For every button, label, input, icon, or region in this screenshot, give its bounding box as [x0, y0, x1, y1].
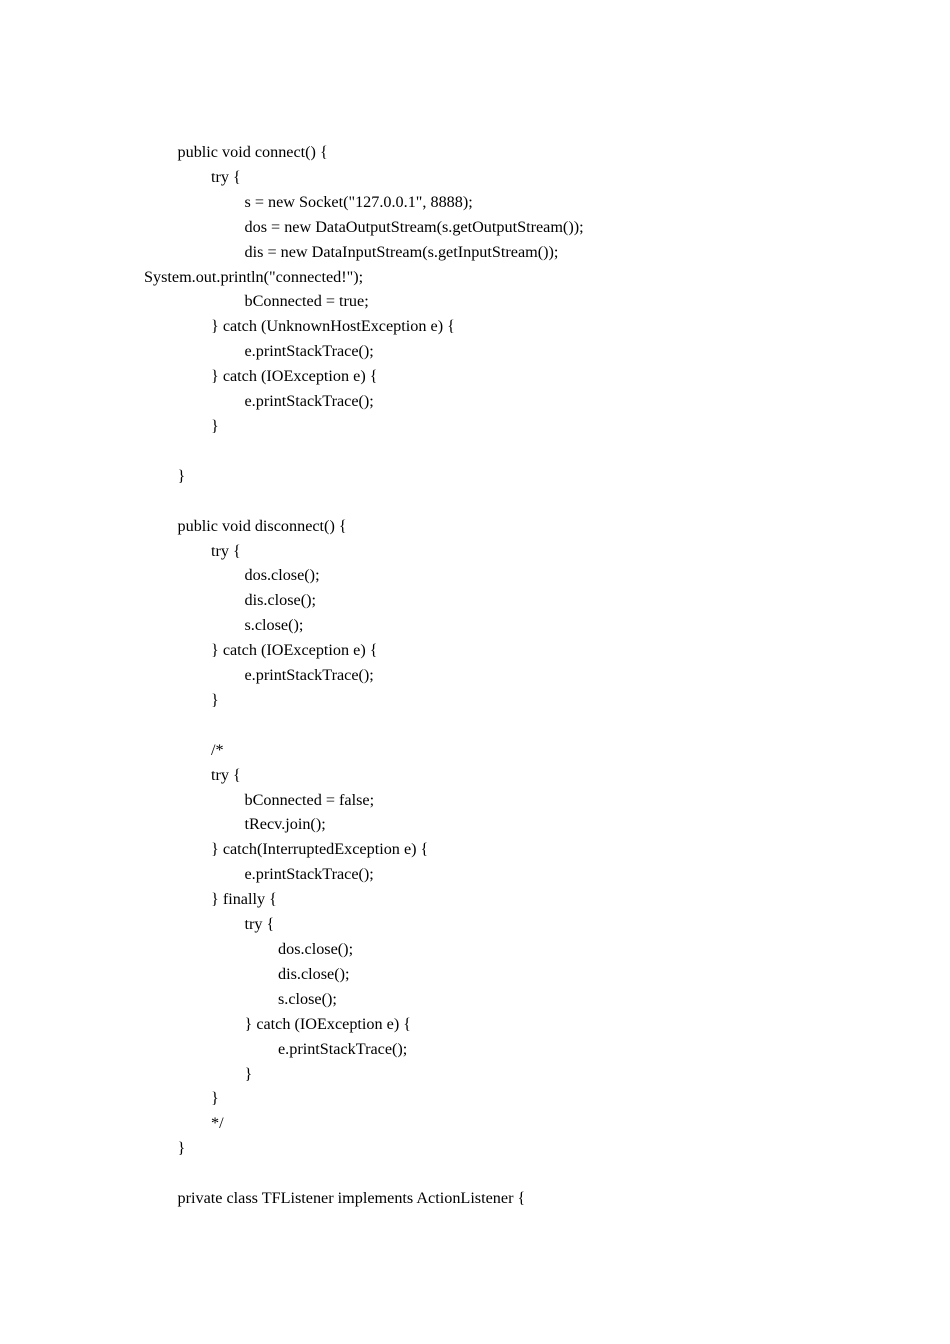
- code-line: } catch(InterruptedException e) {: [211, 840, 429, 859]
- code-line: private class TFListener implements ActionListener {: [177, 1189, 526, 1208]
- code-line: } finally {: [211, 890, 277, 909]
- code-line: public void connect() {: [177, 143, 328, 161]
- blank-line: [0, 489, 950, 514]
- code-line: */: [211, 1114, 224, 1133]
- code-line: } catch (UnknownHostException e) {: [211, 317, 455, 336]
- code-line: dis.close();: [278, 964, 350, 983]
- code-line: e.printStackTrace();: [278, 1039, 408, 1058]
- code-line: }: [211, 416, 219, 435]
- code-line: /*: [211, 740, 224, 759]
- code-line: }: [244, 1064, 253, 1083]
- code-line: }: [211, 690, 219, 709]
- blank-line: [0, 713, 950, 738]
- code-line: dos.close();: [278, 940, 354, 958]
- code-line: try {: [211, 541, 241, 560]
- code-line: s.close();: [244, 616, 304, 635]
- code-line: dis.close();: [244, 591, 316, 610]
- blank-line: [0, 1161, 950, 1186]
- code-line: dos.close();: [244, 566, 320, 585]
- code-line: dis = new DataInputStream(s.getInputStream());: [244, 242, 559, 261]
- code-line: e.printStackTrace();: [244, 865, 374, 884]
- code-line: } catch (IOException e) {: [244, 1014, 412, 1033]
- code-line: bConnected = false;: [244, 790, 375, 809]
- code-line: } catch (IOException e) {: [211, 641, 378, 660]
- code-line: } catch (IOException e) {: [211, 367, 378, 386]
- code-line: try {: [244, 915, 275, 934]
- code-line: e.printStackTrace();: [244, 342, 374, 361]
- code-line: try {: [211, 167, 241, 186]
- code-line: s.close();: [278, 989, 337, 1008]
- code-line: e.printStackTrace();: [244, 392, 374, 411]
- code-line: }: [177, 466, 186, 485]
- code-line: dos = new DataOutputStream(s.getOutputStream());: [244, 217, 584, 236]
- code-line: e.printStackTrace();: [244, 666, 374, 685]
- code-line: System.out.println("connected!");: [144, 267, 364, 286]
- code-line: try {: [211, 765, 241, 784]
- code-listing: [0, 140, 950, 1211]
- code-line: public void disconnect() {: [177, 516, 347, 535]
- code-line: bConnected = true;: [244, 292, 369, 311]
- code-line: }: [177, 1139, 186, 1158]
- blank-line: [0, 439, 950, 464]
- code-line: s = new Socket("127.0.0.1", 8888);: [244, 192, 473, 211]
- code-line: tRecv.join();: [244, 815, 326, 834]
- code-line: }: [211, 1089, 219, 1108]
